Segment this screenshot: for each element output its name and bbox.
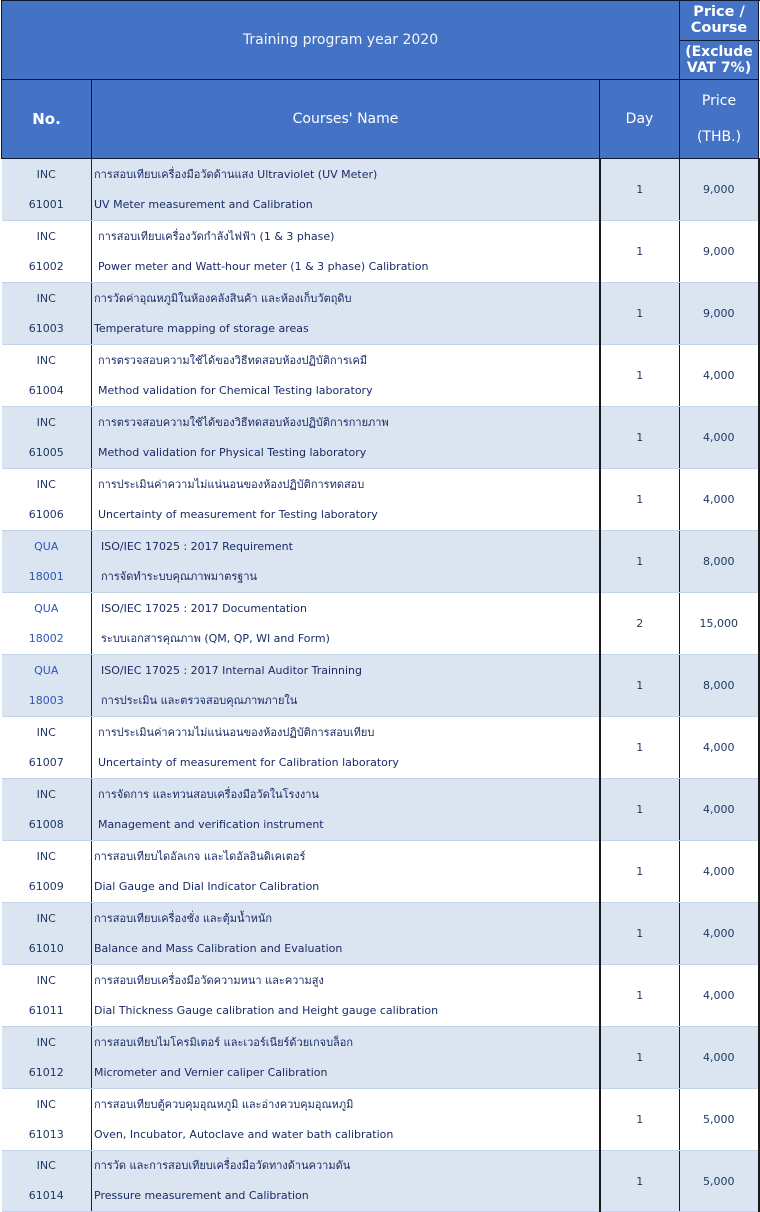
exclude-vat-header: (Exclude VAT 7%) bbox=[680, 40, 759, 80]
course-days: 1 bbox=[600, 1151, 680, 1212]
course-price: 4,000 bbox=[680, 965, 759, 1027]
course-number-cell bbox=[2, 841, 92, 903]
course-code: INC bbox=[36, 415, 56, 429]
course-name-secondary: UV Meter measurement and Calibration bbox=[94, 197, 313, 211]
course-name-secondary: Pressure measurement and Calibration bbox=[94, 1189, 309, 1202]
course-name-cell bbox=[92, 965, 600, 1027]
column-header-course-name: Courses' Name bbox=[92, 80, 600, 159]
course-name-primary: การวัดค่าอุณหภูมิในห้องคลังสินค้า และห้องเก็บวัตถุดิบ bbox=[94, 291, 352, 305]
course-number: 18003 bbox=[28, 693, 64, 707]
course-price: 5,000 bbox=[680, 1089, 759, 1151]
course-number: 61001 bbox=[28, 197, 64, 211]
course-days: 1 bbox=[600, 1027, 680, 1089]
course-days: 1 bbox=[600, 283, 680, 345]
course-number-cell bbox=[2, 221, 92, 283]
course-number: 61013 bbox=[28, 1127, 64, 1141]
course-price: 4,000 bbox=[680, 469, 759, 531]
course-name-primary: การสอบเทียบเครื่องชั่ง และตุ้มน้ำหนัก bbox=[94, 911, 273, 925]
course-number-cell bbox=[2, 717, 92, 779]
course-days: 1 bbox=[600, 1089, 680, 1151]
course-days: 1 bbox=[600, 345, 680, 407]
column-header-price bbox=[680, 80, 759, 159]
course-number-cell bbox=[2, 1027, 92, 1089]
course-name-secondary: Management and verification instrument bbox=[98, 817, 324, 831]
table-row bbox=[2, 903, 759, 965]
course-name-cell bbox=[92, 1089, 600, 1151]
table-row bbox=[2, 407, 759, 469]
course-name-primary: ISO/IEC 17025 : 2017 Documentation bbox=[101, 601, 307, 615]
course-code: QUA bbox=[34, 663, 59, 677]
course-number-cell bbox=[2, 469, 92, 531]
table-row bbox=[2, 1027, 759, 1089]
course-days: 1 bbox=[600, 717, 680, 779]
course-number: 61011 bbox=[28, 1003, 64, 1017]
course-number-cell bbox=[2, 965, 92, 1027]
course-name-primary: การสอบเทียบเครื่องมือวัดด้านแสง Ultraviolet (UV Meter) bbox=[94, 167, 378, 181]
column-header-day: Day bbox=[600, 80, 680, 159]
table-row bbox=[2, 221, 759, 283]
course-price: 4,000 bbox=[680, 841, 759, 903]
course-number: 61007 bbox=[28, 755, 64, 769]
course-name-cell bbox=[92, 593, 600, 655]
course-price: 4,000 bbox=[680, 407, 759, 469]
course-name-secondary: Oven, Incubator, Autoclave and water bath calibration bbox=[94, 1127, 394, 1141]
course-name-secondary: Dial Thickness Gauge calibration and Height gauge calibration bbox=[94, 1003, 439, 1017]
course-price: 15,000 bbox=[680, 593, 759, 655]
course-code: INC bbox=[36, 1035, 56, 1049]
course-price: 9,000 bbox=[680, 221, 759, 283]
course-days: 1 bbox=[600, 779, 680, 841]
course-code: INC bbox=[36, 787, 56, 801]
course-name-cell bbox=[92, 407, 600, 469]
table-row bbox=[2, 531, 759, 593]
course-code: INC bbox=[36, 1159, 56, 1172]
course-name-cell bbox=[92, 779, 600, 841]
course-name-secondary: Power meter and Watt-hour meter (1 & 3 phase) Calibration bbox=[98, 259, 429, 273]
course-number-cell bbox=[2, 593, 92, 655]
course-name-primary: การวัด และการสอบเทียบเครื่องมือวัดทางด้านความดัน bbox=[94, 1159, 351, 1172]
course-name-cell bbox=[92, 717, 600, 779]
course-name-cell bbox=[92, 903, 600, 965]
course-name-primary: การประเมินค่าความไม่แน่นอนของห้องปฏิบัติการสอบเทียบ bbox=[98, 725, 375, 739]
course-number: 18002 bbox=[28, 631, 64, 645]
course-name-primary: การสอบเทียบเครื่องมือวัดความหนา และความสูง bbox=[94, 973, 324, 987]
course-number: 61010 bbox=[28, 941, 64, 955]
course-name-secondary: Temperature mapping of storage areas bbox=[94, 321, 309, 335]
course-name-cell bbox=[92, 283, 600, 345]
course-days: 1 bbox=[600, 655, 680, 717]
price-per-course-header: Price / Course bbox=[680, 1, 759, 41]
course-name-primary: การสอบเทียบไมโครมิเตอร์ และเวอร์เนียร์ด้วยเกจบล็อก bbox=[94, 1035, 354, 1049]
course-name-secondary: Balance and Mass Calibration and Evaluation bbox=[94, 941, 343, 955]
column-header-price-unit: (THB.) bbox=[696, 129, 742, 145]
course-price: 9,000 bbox=[680, 159, 759, 221]
course-number-cell bbox=[2, 407, 92, 469]
table-row bbox=[2, 1089, 759, 1151]
table-row bbox=[2, 655, 759, 717]
course-name-secondary: Uncertainty of measurement for Calibration laboratory bbox=[98, 755, 399, 769]
course-name-primary: การจัดการ และทวนสอบเครื่องมือวัดในโรงงาน bbox=[98, 787, 319, 801]
course-price: 5,000 bbox=[680, 1151, 759, 1212]
course-name-cell bbox=[92, 655, 600, 717]
course-days: 1 bbox=[600, 221, 680, 283]
course-number: 18001 bbox=[28, 569, 64, 583]
course-name-primary: การตรวจสอบความใช้ได้ของวิธีทดสอบห้องปฏิบัติการเคมี bbox=[98, 353, 368, 367]
course-name-primary: ISO/IEC 17025 : 2017 Internal Auditor Trainning bbox=[101, 663, 363, 677]
course-days: 1 bbox=[600, 159, 680, 221]
course-days: 1 bbox=[600, 903, 680, 965]
course-number-cell bbox=[2, 531, 92, 593]
course-number-cell bbox=[2, 779, 92, 841]
table-title: Training program year 2020 bbox=[2, 1, 680, 80]
course-price: 8,000 bbox=[680, 531, 759, 593]
course-days: 1 bbox=[600, 531, 680, 593]
course-name-cell bbox=[92, 841, 600, 903]
course-price: 4,000 bbox=[680, 345, 759, 407]
course-number-cell bbox=[2, 159, 92, 221]
course-number: 61009 bbox=[28, 879, 64, 893]
course-number-cell bbox=[2, 903, 92, 965]
table-row bbox=[2, 345, 759, 407]
table-row bbox=[2, 283, 759, 345]
course-name-primary: ISO/IEC 17025 : 2017 Requirement bbox=[101, 539, 293, 553]
course-number: 61008 bbox=[28, 817, 64, 831]
course-days: 1 bbox=[600, 841, 680, 903]
course-days: 1 bbox=[600, 965, 680, 1027]
course-days: 1 bbox=[600, 407, 680, 469]
course-number: 61012 bbox=[28, 1065, 64, 1079]
course-code: INC bbox=[36, 353, 56, 367]
course-name-cell bbox=[92, 159, 600, 221]
table-row bbox=[2, 841, 759, 903]
course-name-secondary: การจัดทำระบบคุณภาพมาตรฐาน bbox=[101, 569, 258, 583]
table-row bbox=[2, 779, 759, 841]
course-price: 9,000 bbox=[680, 283, 759, 345]
course-name-cell bbox=[92, 345, 600, 407]
course-name-cell bbox=[92, 221, 600, 283]
course-number: 61006 bbox=[28, 507, 64, 521]
column-header-price-label: Price bbox=[701, 93, 737, 109]
course-name-secondary: ระบบเอกสารคุณภาพ (QM, QP, WI and Form) bbox=[101, 631, 330, 645]
course-code: INC bbox=[36, 477, 56, 491]
course-price: 8,000 bbox=[680, 655, 759, 717]
course-number-cell bbox=[2, 655, 92, 717]
course-name-secondary: การประเมิน และตรวจสอบคุณภาพภายใน bbox=[101, 693, 298, 707]
course-code: QUA bbox=[34, 601, 59, 615]
course-number-cell bbox=[2, 345, 92, 407]
course-code: INC bbox=[36, 725, 56, 739]
course-name-cell bbox=[92, 531, 600, 593]
training-program-table bbox=[1, 0, 759, 1212]
course-name-primary: การสอบเทียบตู้ควบคุมอุณหภูมิ และอ่างควบคุมอุณหภูมิ bbox=[94, 1097, 354, 1111]
course-number: 61014 bbox=[28, 1189, 64, 1202]
course-code: INC bbox=[36, 291, 56, 305]
course-number-cell bbox=[2, 1089, 92, 1151]
course-price: 4,000 bbox=[680, 717, 759, 779]
course-days: 2 bbox=[600, 593, 680, 655]
course-name-secondary: Dial Gauge and Dial Indicator Calibration bbox=[94, 879, 320, 893]
table-row bbox=[2, 965, 759, 1027]
course-code: INC bbox=[36, 229, 56, 243]
table-row bbox=[2, 469, 759, 531]
course-price: 4,000 bbox=[680, 779, 759, 841]
table-row bbox=[2, 159, 759, 221]
course-name-secondary: Uncertainty of measurement for Testing laboratory bbox=[98, 507, 378, 521]
course-days: 1 bbox=[600, 469, 680, 531]
course-name-primary: การตรวจสอบความใช้ได้ของวิธีทดสอบห้องปฏิบัติการกายภาพ bbox=[98, 415, 389, 429]
table-row bbox=[2, 1151, 759, 1212]
course-name-secondary: Method validation for Chemical Testing laboratory bbox=[98, 383, 373, 397]
column-header-no: No. bbox=[2, 80, 92, 159]
course-name-primary: การประเมินค่าความไม่แน่นอนของห้องปฏิบัติการทดสอบ bbox=[98, 477, 365, 491]
table-row bbox=[2, 593, 759, 655]
course-name-primary: การสอบเทียบเครื่องวัดกำลังไฟฟ้า (1 & 3 phase) bbox=[98, 229, 335, 243]
course-name-cell bbox=[92, 469, 600, 531]
course-name-secondary: Method validation for Physical Testing laboratory bbox=[98, 445, 367, 459]
course-number: 61005 bbox=[28, 445, 64, 459]
course-code: INC bbox=[36, 849, 56, 863]
course-number: 61004 bbox=[28, 383, 64, 397]
course-name-secondary: Micrometer and Vernier caliper Calibration bbox=[94, 1065, 328, 1079]
course-name-cell bbox=[92, 1151, 600, 1212]
course-number-cell bbox=[2, 283, 92, 345]
course-number: 61002 bbox=[28, 259, 64, 273]
course-number: 61003 bbox=[28, 321, 64, 335]
table-row bbox=[2, 717, 759, 779]
course-code: QUA bbox=[34, 539, 59, 553]
course-code: INC bbox=[36, 973, 56, 987]
course-code: INC bbox=[36, 1097, 56, 1111]
course-code: INC bbox=[36, 911, 56, 925]
course-name-cell bbox=[92, 1027, 600, 1089]
course-price: 4,000 bbox=[680, 903, 759, 965]
course-number-cell bbox=[2, 1151, 92, 1212]
course-name-primary: การสอบเทียบไดอัลเกจ และไดอัลอินดิเคเตอร์ bbox=[94, 849, 306, 863]
course-code: INC bbox=[36, 167, 56, 181]
course-price: 4,000 bbox=[680, 1027, 759, 1089]
